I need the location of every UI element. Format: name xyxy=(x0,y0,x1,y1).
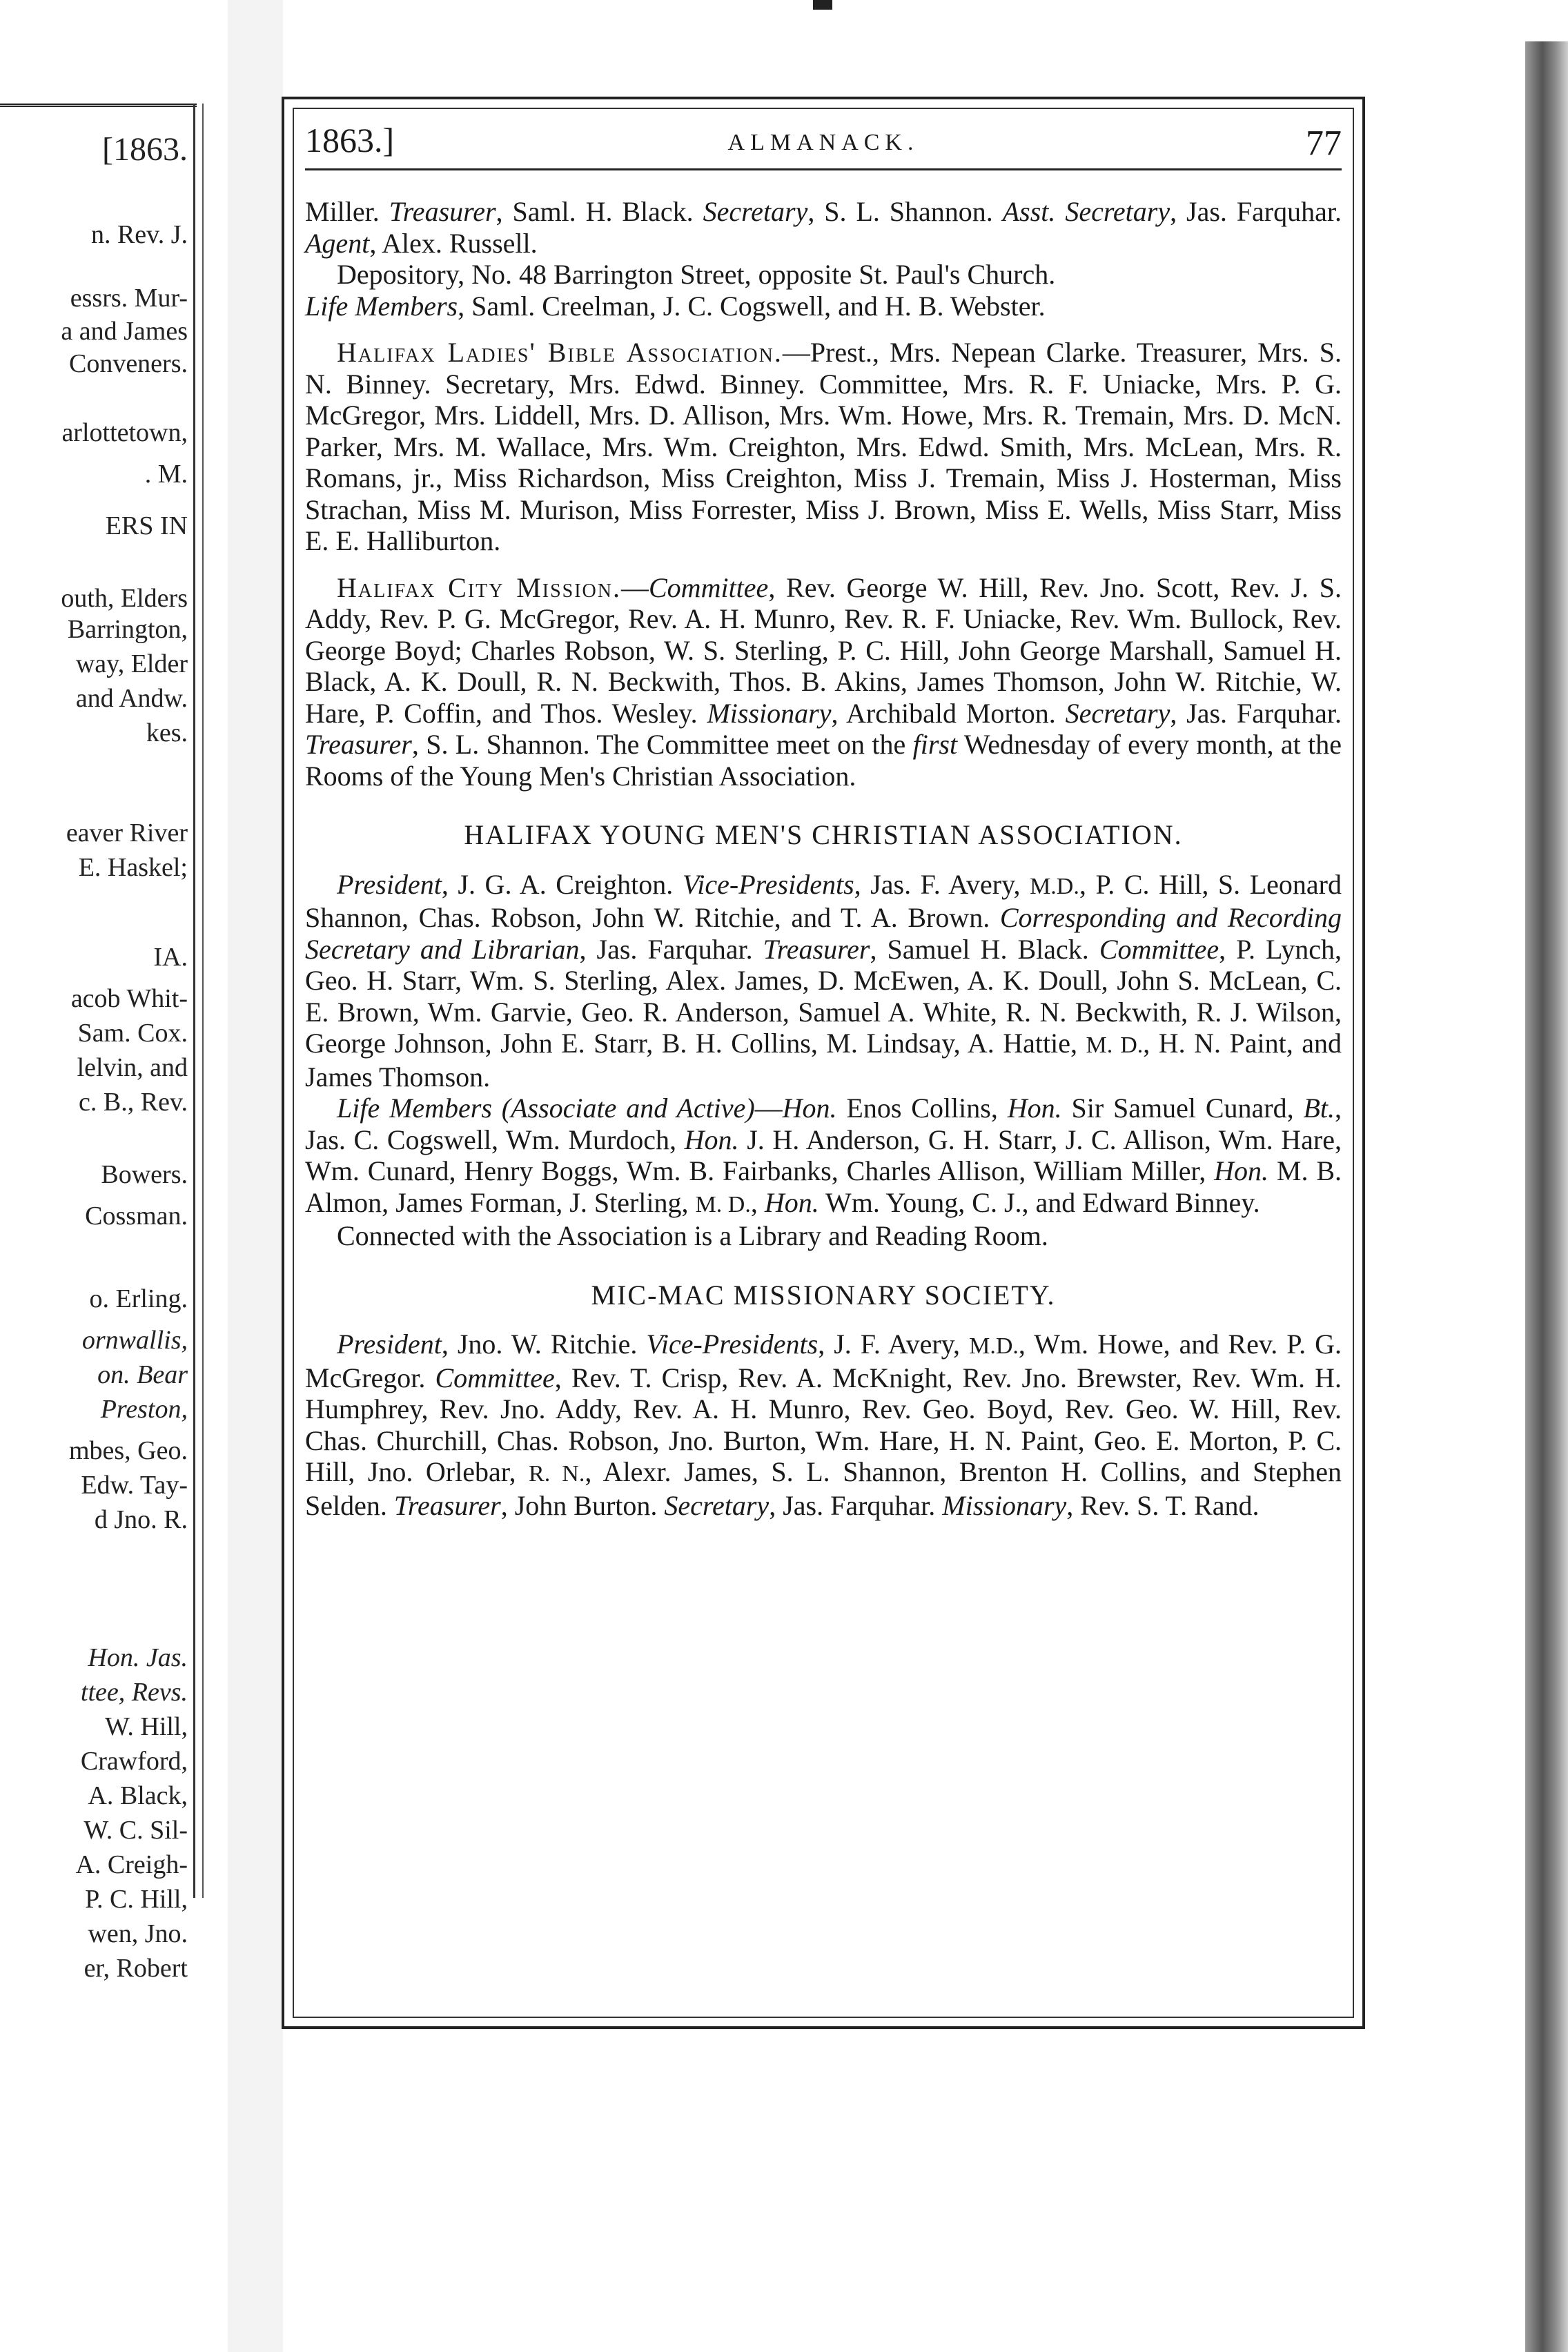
left-page-line: P. C. Hill, xyxy=(85,1885,188,1914)
left-page-line: d Jno. R. xyxy=(94,1505,188,1534)
left-page-line: outh, Elders xyxy=(61,584,188,613)
micmac-officers: President, Jno. W. Ritchie. Vice-Presidents, J. F. Avery, M.D., Wm. Howe, and Rev. P. G. McGregor. Committee, Rev. T. Crisp, Rev. A. McKnight, Rev. Jno. Brewster, Rev. Wm. H. Humphrey, Rev. Jno. Addy, Rev. A. H. Munro, Rev. Geo. Boyd, Rev. Geo. W. Hill, Rev. Chas. Churchill, Chas. Robson, Jno. Burton, Wm. Hare, H. N. Paint, Geo. E. Morton, P. C. Hill, Jno. Orlebar, R. N., Alexr. James, S. L. Shannon, Brenton H. Collins, and Stephen Selden. Treasurer, John Burton. Secretary, Jas. Farquhar. Missionary, Rev. S. T. Rand. xyxy=(305,1329,1342,1521)
ymca-life-members: Life Members (Associate and Active)—Hon. Enos Collins, Hon. Sir Samuel Cunard, Bt., Jas. C. Cogswell, Wm. Murdoch, Hon. J. H. Anderson, G. H. Starr, J. C. Allison, Wm. Hare, Wm. Cunard, Henry Boggs, Wm. B. Fairbanks, Charles Allison, William Miller, Hon. M. B. Almon, James Forman, J. Sterling, M. D., Hon. Wm. Young, C. J., and Edward Binney. xyxy=(305,1092,1342,1218)
city-mission-name: Halifax City Mission. xyxy=(337,571,621,603)
page-body xyxy=(305,196,1342,1521)
left-page-line: and Andw. xyxy=(75,684,188,713)
left-page-line: Hon. Jas. xyxy=(88,1643,188,1672)
ladies-bible-name: Halifax Ladies' Bible Association. xyxy=(337,337,783,368)
left-page-line: [1863. xyxy=(102,131,188,168)
left-page-line: E. Haskel; xyxy=(78,853,188,882)
ladies-bible-association: Halifax Ladies' Bible Association.—Prest., Mrs. Nepean Clarke. Treasurer, Mrs. S. N. Binney. Secretary, Mrs. Edwd. Binney. Committee, Mrs. R. F. Uniacke, Mrs. P. G. McGregor, Mrs. Liddell, Mrs. D. Allison, Mrs. Wm. Howe, Mrs. R. Tremain, Mrs. D. McN. Parker, Mrs. M. Wallace, Mrs. Wm. Creighton, Mrs. Edwd. Smith, Mrs. McLean, Mrs. R. Romans, jr., Miss Richardson, Miss Creighton, Miss J. Tremain, Miss J. Hosterman, Miss Strachan, Miss M. Murison, Miss Forrester, Miss J. Brown, Miss E. Wells, Miss Starr, Miss E. E. Halliburton. xyxy=(305,337,1342,556)
micmac-heading: MIC-MAC MISSIONARY SOCIETY. xyxy=(591,1279,1056,1311)
page-frame xyxy=(282,97,1365,2029)
left-page-line: on. Bear xyxy=(97,1360,188,1389)
header-title: ALMANACK. xyxy=(727,130,919,155)
left-page-line: c. B., Rev. xyxy=(79,1088,188,1117)
left-page-line: Crawford, xyxy=(80,1747,188,1776)
left-page-line: Preston, xyxy=(100,1395,188,1424)
book-edge xyxy=(1525,41,1568,2352)
left-page-line: mbes, Geo. xyxy=(68,1436,188,1465)
left-page-rule xyxy=(193,104,204,1898)
left-page-line: Barrington, xyxy=(67,615,188,644)
left-page-line: wen, Jno. xyxy=(88,1919,188,1948)
left-page-line: Cossman. xyxy=(85,1202,188,1231)
left-page-line: way, Elder xyxy=(75,649,188,678)
left-page-line: eaver River xyxy=(66,819,188,847)
ymca-library: Connected with the Association is a Library and Reading Room. xyxy=(337,1220,1048,1251)
left-page-line: Edw. Tay- xyxy=(81,1471,188,1500)
left-page-line: IA. xyxy=(153,943,188,972)
left-page-line: er, Robert xyxy=(84,1954,188,1983)
bible-society-tail: Miller. Treasurer, Saml. H. Black. Secretary, S. L. Shannon. Asst. Secretary, Jas. Farquhar. Agent, Alex. Russell. xyxy=(305,196,1342,259)
life-members-line: Life Members, Saml. Creelman, J. C. Cogswell, and H. B. Webster. xyxy=(305,290,1046,322)
left-page-line: A. Creigh- xyxy=(75,1850,188,1879)
header-year: 1863.] xyxy=(305,121,395,159)
city-mission: Halifax City Mission.—Committee, Rev. George W. Hill, Rev. Jno. Scott, Rev. J. S. Addy, Rev. P. G. McGregor, Rev. A. H. Munro, Rev. R. F. Uniacke, Rev. Wm. Bullock, Rev. George Boyd; Charles Robson, W. S. Sterling, P. C. Hill, John George Marshall, Samuel H. Black, A. K. Doull, R. N. Beckwith, Thos. B. Akins, James Thomson, John W. Ritchie, W. Hare, P. Coffin, and Thos. Wesley. Missionary, Archibald Morton. Secretary, Jas. Farquhar. Treasurer, S. L. Shannon. The Committee meet on the first Wednesday of every month, at the Rooms of the Young Men's Christian Association. xyxy=(305,571,1342,792)
page-gutter xyxy=(228,0,283,2352)
left-page-line: ERS IN xyxy=(105,511,188,540)
left-page-line: ornwallis, xyxy=(81,1326,188,1355)
ymca-heading: HALIFAX YOUNG MEN'S CHRISTIAN ASSOCIATION. xyxy=(464,819,1183,850)
left-page-line: A. Black, xyxy=(88,1781,188,1810)
binding-notch xyxy=(813,0,832,10)
left-page-line: W. Hill, xyxy=(105,1712,188,1741)
left-page-line: Conveners. xyxy=(68,349,188,378)
left-page-line: o. Erling. xyxy=(89,1284,188,1313)
ymca-officers: President, J. G. A. Creighton. Vice-Presidents, Jas. F. Avery, M.D., P. C. Hill, S. Leonard Shannon, Chas. Robson, John W. Ritchie, and T. A. Brown. Corresponding and Recording Secretary and Librarian, Jas. Farquhar. Treasurer, Samuel H. Black. Committee, P. Lynch, Geo. H. Starr, Wm. S. Sterling, Alex. James, D. McEwen, A. K. Doull, John S. McLean, C. E. Brown, Wm. Garvie, Geo. R. Anderson, Samuel A. White, R. N. Beckwith, R. J. Wilson, George Johnson, John E. Starr, B. H. Collins, M. Lindsay, A. Hattie, M. D., H. N. Paint, and James Thomson. xyxy=(305,868,1342,1092)
left-page-line: . M. xyxy=(144,460,188,489)
left-page-line: acob Whit- xyxy=(70,984,188,1013)
left-page-line: n. Rev. J. xyxy=(90,220,188,249)
left-page-line: arlottetown, xyxy=(61,418,188,447)
left-page-line: kes. xyxy=(146,718,188,747)
page-number: 77 xyxy=(1306,124,1342,163)
left-page-line: W. C. Sil- xyxy=(84,1816,188,1845)
left-page-line: ttee, Revs. xyxy=(80,1678,188,1707)
running-header xyxy=(305,113,1342,170)
left-page-line: lelvin, and xyxy=(77,1053,188,1082)
depository-line: Depository, No. 48 Barrington Street, opposite St. Paul's Church. xyxy=(337,259,1056,290)
left-page-line: Bowers. xyxy=(101,1160,188,1189)
left-page-line: essrs. Mur- xyxy=(70,284,188,313)
left-page-line: a and James xyxy=(61,317,188,346)
left-page-line: Sam. Cox. xyxy=(77,1019,188,1048)
